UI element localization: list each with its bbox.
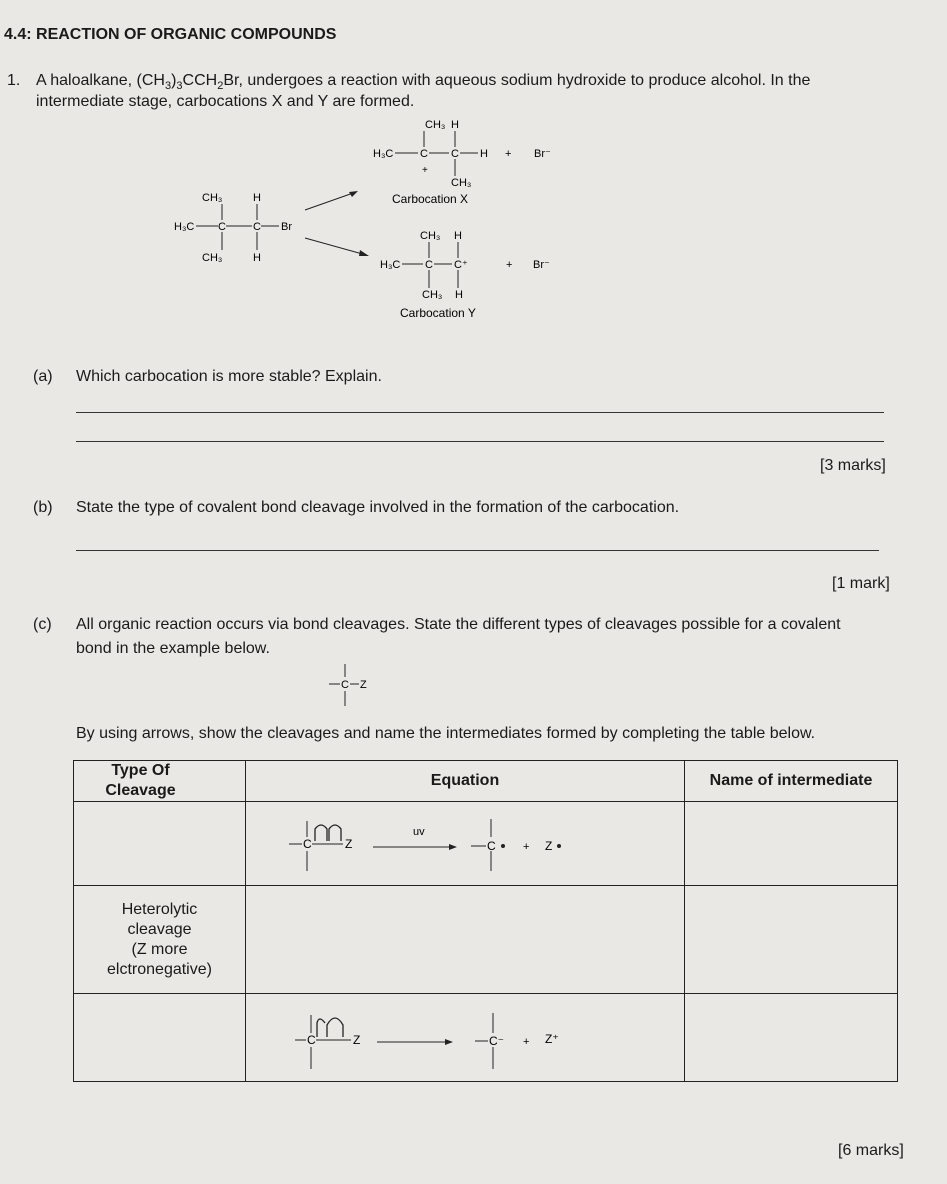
question-number: 1. (7, 72, 21, 89)
row1-product-z: Z (545, 838, 553, 853)
part-a-label: (a) (33, 368, 53, 385)
svg-text:C: C (425, 259, 433, 271)
curly-arrow-icon (327, 1018, 343, 1037)
part-a-question: Which carbocation is more stable? Explain. (76, 368, 382, 385)
answer-line-a2[interactable] (76, 441, 884, 442)
reactant-h3c: H₃C (174, 221, 195, 233)
row3-product-z-cation: Z⁺ (545, 1031, 559, 1046)
answer-line-a1[interactable] (76, 412, 884, 413)
table-row (74, 802, 898, 886)
row1-product-c: C (487, 838, 496, 853)
header-equation: Equation (246, 761, 685, 802)
table-header-row (74, 761, 898, 802)
svg-text:C: C (218, 221, 226, 233)
row3-type-cell[interactable] (74, 994, 246, 1082)
row2-type-cell: Heterolytic cleavage (Z more elctronegative) (74, 886, 246, 994)
row1-equation (265, 809, 665, 879)
x-h3c: H₃C (373, 148, 394, 160)
row3-product-carbanion: C⁻ (489, 1033, 504, 1048)
x-ch3-bottom: CH₃ (451, 177, 472, 189)
question-intro-line1: A haloalkane, $(CH_3)_3CCH_2Br$, undergoes a reaction with aqueous sodium hydroxide to produce alcohol. In the (36, 72, 811, 93)
x-bromide: Br⁻ (534, 148, 551, 160)
row1-reactant-c: C (303, 836, 312, 851)
y-c-plus: C⁺ (454, 259, 468, 271)
carbocation-x-structure (373, 119, 551, 206)
part-a-marks: [3 marks] (820, 457, 886, 474)
part-b-marks: [1 mark] (832, 575, 890, 592)
radical-dot-icon (501, 844, 505, 848)
x-ch3-top: CH₃ (425, 119, 446, 131)
row1-condition-uv: uv (413, 825, 425, 838)
part-c-question-line2: bond in the example below. (76, 640, 270, 657)
svg-text:C: C (253, 221, 261, 233)
reactant-h-top: H (253, 192, 261, 204)
svg-text:C: C (420, 148, 428, 160)
row1-intermediate-cell[interactable] (685, 802, 898, 886)
x-h-right: H (480, 148, 488, 160)
reaction-arrow-icon (449, 844, 457, 850)
row3-intermediate-cell[interactable] (685, 994, 898, 1082)
cleavage-table (73, 760, 898, 1082)
reactant-ch3-bottom: CH₃ (202, 252, 223, 264)
reaction-arrow-icon (445, 1039, 453, 1045)
row3-reactant-c: C (307, 1032, 316, 1047)
part-c-question-line1: All organic reaction occurs via bond cleavages. State the different types of cleavages possible for a covalent (76, 616, 841, 633)
y-h3c: H₃C (380, 259, 401, 271)
header-name-of-intermediate: Name of intermediate (685, 761, 898, 802)
answer-line-b1[interactable] (76, 550, 879, 551)
row2-equation-cell[interactable] (246, 886, 685, 994)
row3-equation (265, 1001, 665, 1075)
page-heading: 4.4: REACTION OF ORGANIC COMPOUNDS (4, 26, 337, 43)
y-h-top: H (454, 230, 462, 242)
header-type-of-cleavage: Type Of Cleavage (74, 761, 246, 802)
question-intro-line2: intermediate stage, carbocations X and Y are formed. (36, 93, 415, 110)
y-plus: + (506, 259, 513, 271)
row1-plus: + (523, 840, 530, 853)
part-b-label: (b) (33, 499, 53, 516)
y-h-bottom: H (455, 289, 463, 301)
reaction-arrows (305, 191, 369, 256)
example-carbon: C (341, 679, 349, 691)
row1-equation-cell (246, 802, 685, 886)
reactant-structure (174, 192, 292, 264)
row3-reactant-z: Z (353, 1032, 361, 1047)
fishhook-arrow-right-icon (329, 825, 341, 841)
part-c-label: (c) (33, 616, 52, 633)
svg-text:C: C (451, 148, 459, 160)
part-c-instruction: By using arrows, show the cleavages and name the intermediates formed by completing the table below. (76, 725, 816, 742)
carbocation-y-label: Carbocation Y (400, 306, 476, 320)
row3-equation-cell (246, 994, 685, 1082)
carbocation-y-structure (380, 230, 550, 320)
part-b-question: State the type of covalent bond cleavage involved in the formation of the carbocation. (76, 499, 680, 516)
part-c-marks: [6 marks] (838, 1142, 904, 1159)
x-positive-charge: + (422, 165, 428, 176)
x-plus: + (505, 148, 512, 160)
row2-intermediate-cell[interactable] (685, 886, 898, 994)
fishhook-arrow-left-icon (315, 825, 327, 841)
table-row (74, 994, 898, 1082)
reactant-h-bottom: H (253, 252, 261, 264)
y-ch3-top: CH₃ (420, 230, 441, 242)
bond-example (325, 660, 385, 712)
y-ch3-bottom: CH₃ (422, 289, 443, 301)
example-z: Z (360, 679, 367, 691)
table-row (74, 886, 898, 994)
radical-dot-icon (557, 844, 561, 848)
y-bromide: Br⁻ (533, 259, 550, 271)
reactant-br: Br (281, 221, 292, 233)
reactant-ch3-top: CH₃ (202, 192, 223, 204)
row1-type-cell[interactable] (74, 802, 246, 886)
row1-reactant-z: Z (345, 836, 353, 851)
row3-plus: + (523, 1035, 530, 1048)
reaction-scheme (160, 110, 600, 325)
carbocation-x-label: Carbocation X (392, 192, 469, 206)
x-h-top: H (451, 119, 459, 131)
